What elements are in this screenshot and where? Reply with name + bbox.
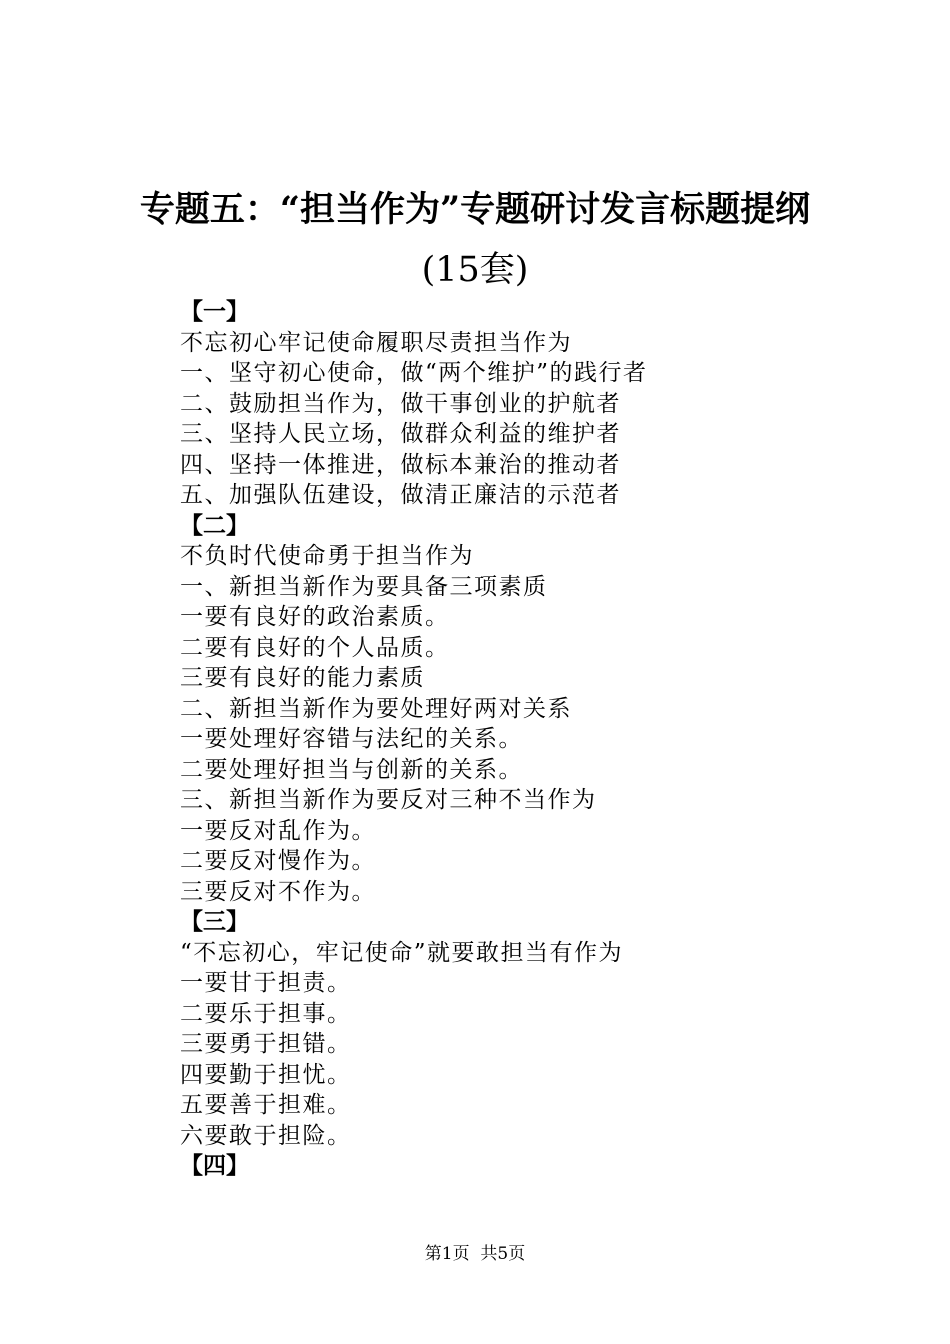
outline-line: 一要处理好容错与法纪的关系。: [180, 726, 523, 752]
outline-line: 四、坚持一体推进，做标本兼治的推动者: [180, 451, 621, 478]
section-heading: 【一】: [180, 298, 249, 325]
outline-line: 四要勤于担忧。: [180, 1061, 352, 1088]
outline-line: 一、坚守初心使命，做“两个维护”的践行者: [180, 360, 648, 386]
outline-line: 二、新担当新作为要处理好两对关系: [180, 695, 572, 722]
document-body: [180, 297, 880, 1182]
outline-line: 二要反对慢作为。: [180, 848, 376, 874]
outline-line: 二要乐于担事。: [180, 1000, 352, 1027]
outline-line: 三要反对不作为。: [180, 878, 376, 905]
section-heading: 【四】: [180, 1152, 249, 1179]
page-footer: 第1页 共5页: [424, 1244, 526, 1264]
outline-line: 三、坚持人民立场，做群众利益的维护者: [180, 421, 621, 447]
section-heading: 【二】: [180, 511, 249, 539]
outline-line: 三要勇于担错。: [180, 1031, 352, 1057]
outline-line: 不负时代使命勇于担当作为: [180, 543, 474, 569]
outline-line: 一要反对乱作为。: [180, 817, 376, 844]
outline-line: 不忘初心牢记使命履职尽责担当作为: [180, 329, 572, 356]
outline-line: 二要处理好担当与创新的关系。: [180, 756, 523, 783]
document-title: 专题五：“担当作为”专题研讨发言标题提纲: [139, 189, 811, 230]
outline-line: 六要敢于担险。: [180, 1122, 352, 1149]
outline-line: 三、新担当新作为要反对三种不当作为: [180, 787, 597, 813]
document-title-subline: (15套): [421, 250, 529, 290]
outline-line: 二、鼓励担当作为，做干事创业的护航者: [180, 390, 621, 417]
outline-line: 一要有良好的政治素质。: [180, 604, 450, 630]
outline-line: 二要有良好的个人品质。: [180, 634, 450, 661]
outline-line: 五要善于担难。: [180, 1092, 352, 1118]
outline-line: 三要有良好的能力素质: [180, 665, 425, 691]
outline-line: 一、新担当新作为要具备三项素质: [180, 573, 548, 600]
section-heading: 【三】: [180, 908, 249, 935]
outline-line: 一要甘于担责。: [180, 970, 352, 996]
outline-line: 五、加强队伍建设，做清正廉洁的示范者: [180, 482, 621, 508]
outline-line: “不忘初心，牢记使命”就要敢担当有作为: [180, 939, 624, 966]
